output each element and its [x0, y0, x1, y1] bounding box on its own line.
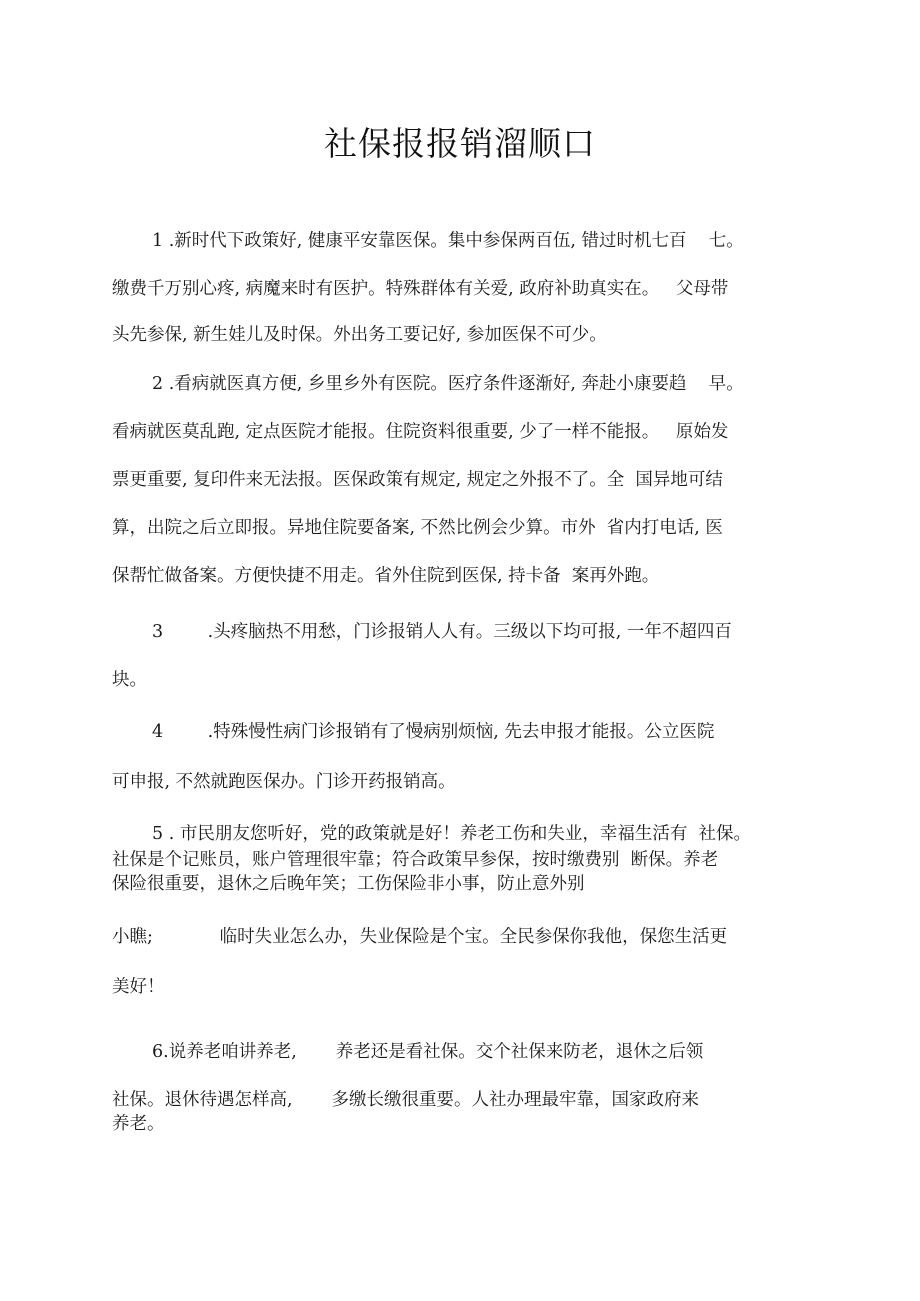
paragraph-5-line-3: 保险很重要，退休之后晚年笑；工伤保险非小事，防止意外别 [112, 874, 585, 894]
paragraph-1-line-3: 头先参保, 新生娃儿及时保。外出务工要记好, 参加医保不可少。 [112, 325, 607, 345]
paragraph-2-line-5: 保帮忙做备案。方便快捷不用走。省外住院到医保, 持卡备 案再外跑。 [112, 566, 660, 586]
paragraph-3-line-1: 3 .头疼脑热不用愁，门诊报销人人有。三级以下均可报, 一年不超四百 [152, 622, 732, 642]
paragraph-2-line-3: 票更重要, 复印件来无法报。医保政策有规定, 规定之外报不了。全 国异地可结 [112, 470, 723, 490]
paragraph-6-line-3: 养老。 [112, 1114, 165, 1134]
document-title: 社保报报销溜顺口 [324, 124, 596, 163]
paragraph-1-line-1: 1 .新时代下政策好, 健康平安靠医保。集中参保两百伍, 错过时机七百 七。 [152, 231, 744, 251]
paragraph-2-line-4: 算，出院之后立即报。异地住院要备案, 不然比例会少算。市外 省内打电话, 医 [112, 518, 723, 538]
paragraph-3-line-2: 块。 [112, 670, 147, 690]
paragraph-5-line-5: 美好！ [112, 977, 165, 997]
paragraph-5-line-4: 小瞧; 临时失业怎么办，失业保险是个宝。全民参保你我他，保您生活更 [112, 927, 728, 947]
paragraph-4-line-2: 可申报, 不然就跑医保办。门诊开药报销高。 [112, 772, 456, 792]
paragraph-2-line-2: 看病就医莫乱跑, 定点医院才能报。住院资料很重要, 少了一样不能报。 原始发 [112, 422, 729, 442]
paragraph-5-line-1: 5 . 市民朋友您听好，党的政策就是好！养老工伤和失业，幸福生活有 社保。 [152, 824, 751, 844]
paragraph-2-line-1: 2 .看病就医真方便, 乡里乡外有医院。医疗条件逐渐好, 奔赴小康要趋 早。 [152, 374, 744, 394]
paragraph-4-line-1: 4 .特殊慢性病门诊报销有了慢病别烦恼, 先去申报才能报。公立医院 [152, 722, 715, 742]
paragraph-6-line-1: 6.说养老咱讲养老, 养老还是看社保。交个社保来防老，退休之后领 [152, 1042, 704, 1062]
paragraph-1-line-2: 缴费千万别心疼, 病魔来时有医护。特殊群体有关爱, 政府补助真实在。 父母带 [112, 279, 729, 299]
paragraph-6-line-2: 社保。退休待遇怎样高, 多缴长缴很重要。人社办理最牢靠，国家政府来 [112, 1090, 699, 1110]
paragraph-5-line-2: 社保是个记账员，账户管理很牢靠；符合政策早参保，按时缴费别 断保。养老 [112, 850, 719, 870]
